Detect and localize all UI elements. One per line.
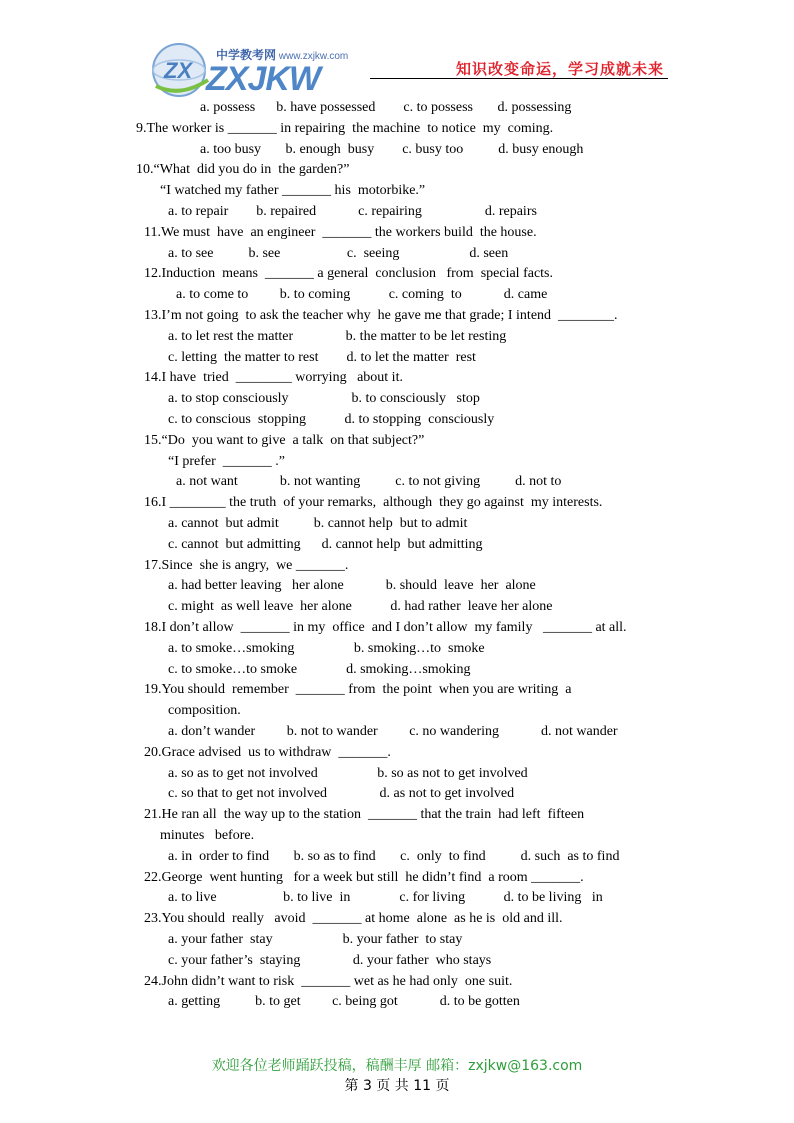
text-line: 18.I don’t allow _______ in my office and I don’t allow my family _______ at all.: [144, 620, 627, 635]
text-line: c. to conscious stopping d. to stopping consciously: [168, 412, 495, 427]
text-line: 13.I’m not going to ask the teacher why he gave me that grade; I intend ________.: [144, 308, 618, 323]
text-line: 19.You should remember _______ from the point when you are writing a: [144, 682, 572, 697]
text-line: a. not want b. not wanting c. to not giving d. not to: [176, 474, 562, 489]
text-line: 17.Since she is angry, we _______.: [144, 558, 349, 573]
text-line: a. to repair b. repaired c. repairing d. repairs: [168, 204, 537, 219]
text-line: 22.George went hunting for a week but still he didn’t find a room _______.: [144, 870, 584, 885]
text-line: a. to stop consciously b. to consciously stop: [168, 391, 480, 406]
text-line: a. your father stay b. your father to stay: [168, 932, 463, 947]
text-line: a. possess b. have possessed c. to possess d. possessing: [200, 100, 572, 115]
logo-wordmark: ZXJKW: [206, 60, 320, 98]
text-line: c. letting the matter to rest d. to let the matter rest: [168, 350, 476, 365]
text-line: 10.“What did you do in the garden?”: [136, 162, 350, 177]
text-line: c. your father’s staying d. your father who stays: [168, 953, 492, 968]
text-line: c. might as well leave her alone d. had rather leave her alone: [168, 599, 553, 614]
text-line: 9.The worker is _______ in repairing the machine to notice my coming.: [136, 121, 554, 136]
text-line: a. so as to get not involved b. so as not to get involved: [168, 766, 528, 781]
text-line: 12.Induction means _______ a general conclusion from special facts.: [144, 266, 553, 281]
page-number: 第 3 页 共 11 页: [344, 1078, 450, 1094]
text-line: “I prefer _______ .”: [168, 454, 286, 469]
site-logo: [146, 40, 356, 102]
text-line: composition.: [168, 703, 241, 718]
header-divider: [370, 78, 668, 79]
text-line: 23.You should really avoid _______ at home alone as he is old and ill.: [144, 911, 563, 926]
text-line: 14.I have tried ________ worrying about it.: [144, 370, 403, 385]
text-line: a. cannot but admit b. cannot help but to admit: [168, 516, 468, 531]
text-line: a. to live b. to live in c. for living d. to be living in: [168, 890, 603, 905]
text-line: a. had better leaving her alone b. should leave her alone: [168, 578, 536, 593]
svg-text:ZX: ZX: [164, 58, 193, 83]
text-line: c. to smoke…to smoke d. smoking…smoking: [168, 662, 471, 677]
text-line: minutes before.: [160, 828, 255, 843]
text-line: a. to smoke…smoking b. smoking…to smoke: [168, 641, 485, 656]
text-line: “I watched my father _______ his motorbike.”: [160, 183, 426, 198]
text-line: 15.“Do you want to give a talk on that subject?”: [144, 433, 425, 448]
text-line: c. so that to get not involved d. as not to get involved: [168, 786, 515, 801]
logo-site-text: 中学教考网 www.zxjkw.com: [216, 48, 349, 62]
text-line: c. cannot but admitting d. cannot help but admitting: [168, 537, 483, 552]
footer-contribute-notice: 欢迎各位老师踊跃投稿，稿酬丰厚 邮箱：zxjkw@163.com: [211, 1058, 583, 1074]
text-line: a. getting b. to get c. being got d. to be gotten: [168, 994, 520, 1009]
text-line: 16.I ________ the truth of your remarks, although they go against my interests.: [144, 495, 603, 510]
text-line: 11.We must have an engineer _______ the workers build the house.: [144, 225, 537, 240]
text-line: a. to let rest the matter b. the matter to be let resting: [168, 329, 507, 344]
text-line: a. don’t wander b. not to wander c. no wandering d. not wander: [168, 724, 618, 739]
text-line: a. to see b. see c. seeing d. seen: [168, 246, 509, 261]
text-line: a. in order to find b. so as to find c. only to find d. such as to find: [168, 849, 620, 864]
text-line: 24.John didn’t want to risk _______ wet as he had only one suit.: [144, 974, 513, 989]
text-line: a. to come to b. to coming c. coming to d. came: [176, 287, 548, 302]
header-slogan: 知识改变命运，学习成就未来: [456, 60, 665, 78]
text-line: 21.He ran all the way up to the station _______ that the train had left fifteen: [144, 807, 585, 822]
text-line: a. too busy b. enough busy c. busy too d. busy enough: [200, 142, 584, 157]
text-line: 20.Grace advised us to withdraw _______.: [144, 745, 391, 760]
